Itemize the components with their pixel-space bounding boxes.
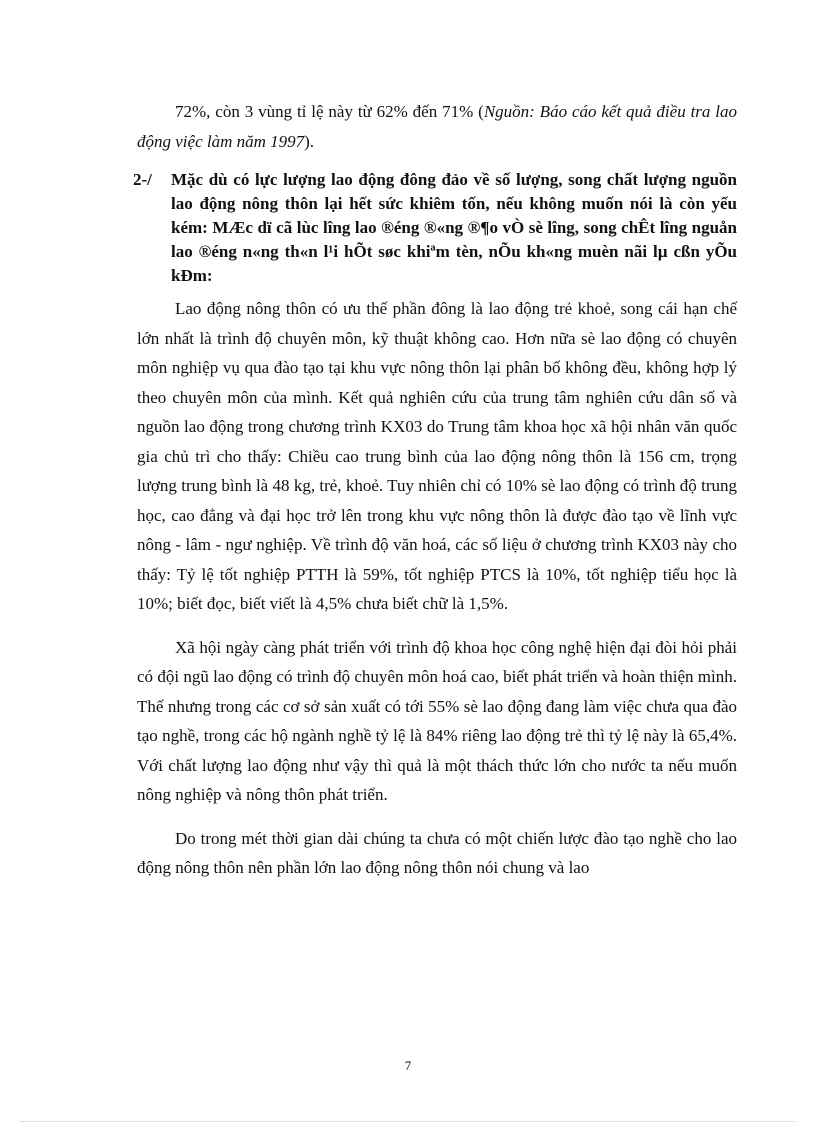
body-paragraph-2: Xã hội ngày càng phát triển với trình độ khoa học công nghệ hiện đại đòi hỏi phải có đội ngũ lao động có trình độ chuyên môn hoá cao, biết phát triển và hoàn thiện mình. Thế nhưng trong các cơ sở sản xuất có tới 55% sè lao động đang làm việc chưa qua đào tạo nghề, trong các hộ ngành nghề tỷ lệ là 84% riêng lao động trẻ thì tỷ lệ này là 65,4%. Với chất lượng lao động như vậy thì quả là một thách thức lớn cho nước ta nếu muốn nông nghiệp và nông thôn phát triển. bbox=[137, 637, 737, 804]
intro-text: 72%, còn 3 vùng tỉ lệ này từ 62% đến 71% ( bbox=[175, 102, 484, 121]
intro-source-citation: Nguồn: Báo cáo kết quả điều tra lao động việc làm năm 1997 bbox=[137, 102, 738, 151]
page-bottom-rule bbox=[20, 1121, 796, 1122]
section-heading bbox=[133, 168, 737, 288]
section-title-text: Mặc dù có lực lượng lao động đông đảo về số lượng, song chất lượng nguồn lao động nông thôn lại hết sức khiêm tốn, nếu không muốn nói là còn yếu kém: bbox=[171, 170, 737, 237]
page-content bbox=[133, 97, 738, 883]
body-paragraph-1: Lao động nông thôn có ưu thế phần đông là lao động trẻ khoẻ, song cái hạn chế lớn nhất là trình độ chuyên môn, kỹ thuật không cao. Hơn nữa sè lao động có chuyên môn nghiệp vụ qua đào tạo tại khu vực nông thôn lại phân bố không đều, không hợp lý theo chuyên môn của mình. Kết quả nghiên cứu của trung tâm nghiên cứu dân số và nguồn lao động trong chương trình KX03 do Trung tâm khoa học xã hội nhân văn quốc gia chủ trì cho thấy: Chiều cao trung bình của lao động nông thôn là 156 cm, trọng lượng trung bình là 48 kg, trẻ, khoẻ. Tuy nhiên chỉ có 10% sè lao động có trình độ trung học, cao đẳng và đại học trở lên trong khu vực nông thôn là được đào tạo về lĩnh vực nông - lâm - ngư nghiệp. Về trình độ văn hoá, các số liệu ở chương trình KX03 này cho thấy: Tỷ lệ tốt nghiệp PTTH là 59%, tốt nghiệp PTCS là 10%, tốt nghiệp tiểu học là 10%; biết đọc, biết viết là 4,5% chưa biết chữ là 1,5%. bbox=[137, 299, 737, 613]
intro-paragraph bbox=[137, 97, 737, 156]
section-title bbox=[133, 168, 737, 288]
section-title-garbled: MÆc dï cã lùc lîng lao ®éng ®«ng ®¶o vÒ sè lîng, song chÊt lîng nguån lao ®éng n«ng th«n l¹i hÕt søc khiªm tèn, nÕu kh«ng muèn nãi lµ cßn yÕu kÐm: bbox=[171, 218, 737, 285]
intro-end: ). bbox=[304, 131, 315, 151]
section-number: 2-/ bbox=[133, 170, 152, 189]
body-paragraph-3: Do trong mét thời gian dài chúng ta chưa có một chiến lược đào tạo nghề cho lao động nông thôn nên phần lớn lao động nông thôn nói chung và lao bbox=[137, 828, 737, 877]
page-number: 7 bbox=[404, 1058, 412, 1073]
